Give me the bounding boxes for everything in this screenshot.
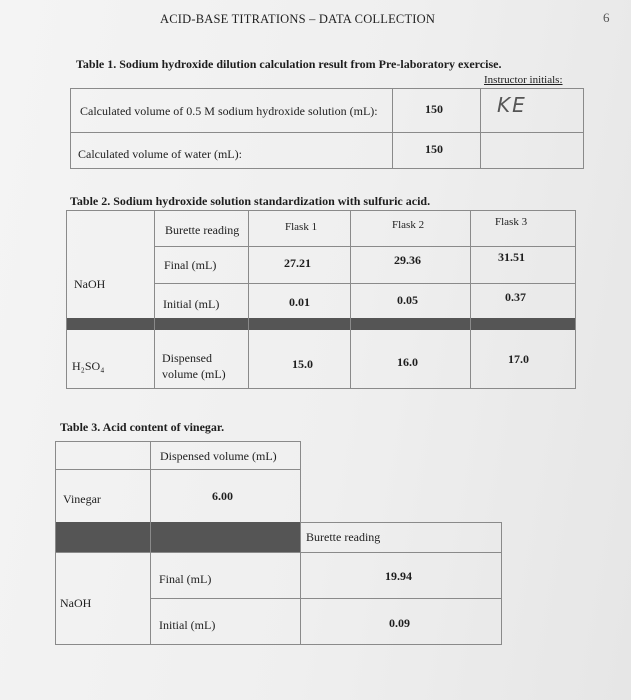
t3-initial-value: 0.09 [389, 616, 410, 630]
t2-initial-flask3: 0.37 [505, 290, 526, 304]
t1-row2-value: 150 [425, 142, 443, 156]
t2-naoh-label: NaOH [74, 277, 106, 291]
table3-shaded-row [55, 522, 300, 552]
table2-shaded-row [66, 318, 576, 330]
t2-header-flask2: Flask 2 [392, 219, 425, 231]
t3-initial-label: Initial (mL) [159, 618, 216, 632]
t2-final-label: Final (mL) [164, 258, 217, 272]
t2-header-flask1: Flask 1 [285, 221, 318, 233]
t1-row2-label: Calculated volume of water (mL): [78, 147, 242, 161]
table1-caption: Table 1. Sodium hydroxide dilution calculation result from Pre-laboratory exercise. [76, 57, 502, 71]
t2-h2so4-label: H₂SO₄ [72, 359, 105, 373]
t2-dispensed-flask2: 16.0 [397, 355, 418, 369]
t2-initial-flask2: 0.05 [397, 293, 418, 307]
t2-dispensed-flask3: 17.0 [508, 352, 529, 366]
t3-vinegar-value: 6.00 [212, 489, 233, 503]
t3-final-label: Final (mL) [159, 572, 212, 586]
t3-header-dispensed: Dispensed volume (mL) [160, 449, 277, 463]
t3-header-burette: Burette reading [306, 530, 381, 544]
t2-dispensed-label-line2: volume (mL) [162, 367, 226, 381]
t2-final-flask2: 29.36 [394, 253, 421, 267]
t2-dispensed-flask1: 15.0 [292, 357, 313, 371]
t3-naoh-label: NaOH [60, 596, 92, 610]
page-number: 6 [603, 10, 610, 25]
t2-dispensed-label-line1: Dispensed [162, 351, 212, 365]
table2-caption: Table 2. Sodium hydroxide solution standardization with sulfuric acid. [70, 194, 431, 208]
table3-caption: Table 3. Acid content of vinegar. [60, 420, 225, 434]
t3-vinegar-label: Vinegar [63, 492, 101, 506]
t3-final-value: 19.94 [385, 569, 412, 583]
instructor-initials: KE [497, 93, 527, 117]
t1-row1-label: Calculated volume of 0.5 M sodium hydroxide solution (mL): [80, 104, 378, 118]
t2-header-flask3: Flask 3 [495, 216, 528, 228]
t2-initial-flask1: 0.01 [289, 295, 310, 309]
t1-row1-value: 150 [425, 102, 443, 116]
t2-header-burette: Burette reading [165, 223, 240, 237]
t2-final-flask1: 27.21 [284, 256, 311, 270]
t2-initial-label: Initial (mL) [163, 297, 220, 311]
t2-final-flask3: 31.51 [498, 250, 525, 264]
instructor-initials-label: Instructor initials: [484, 74, 563, 86]
page-title: ACID-BASE TITRATIONS – DATA COLLECTION [160, 12, 436, 26]
